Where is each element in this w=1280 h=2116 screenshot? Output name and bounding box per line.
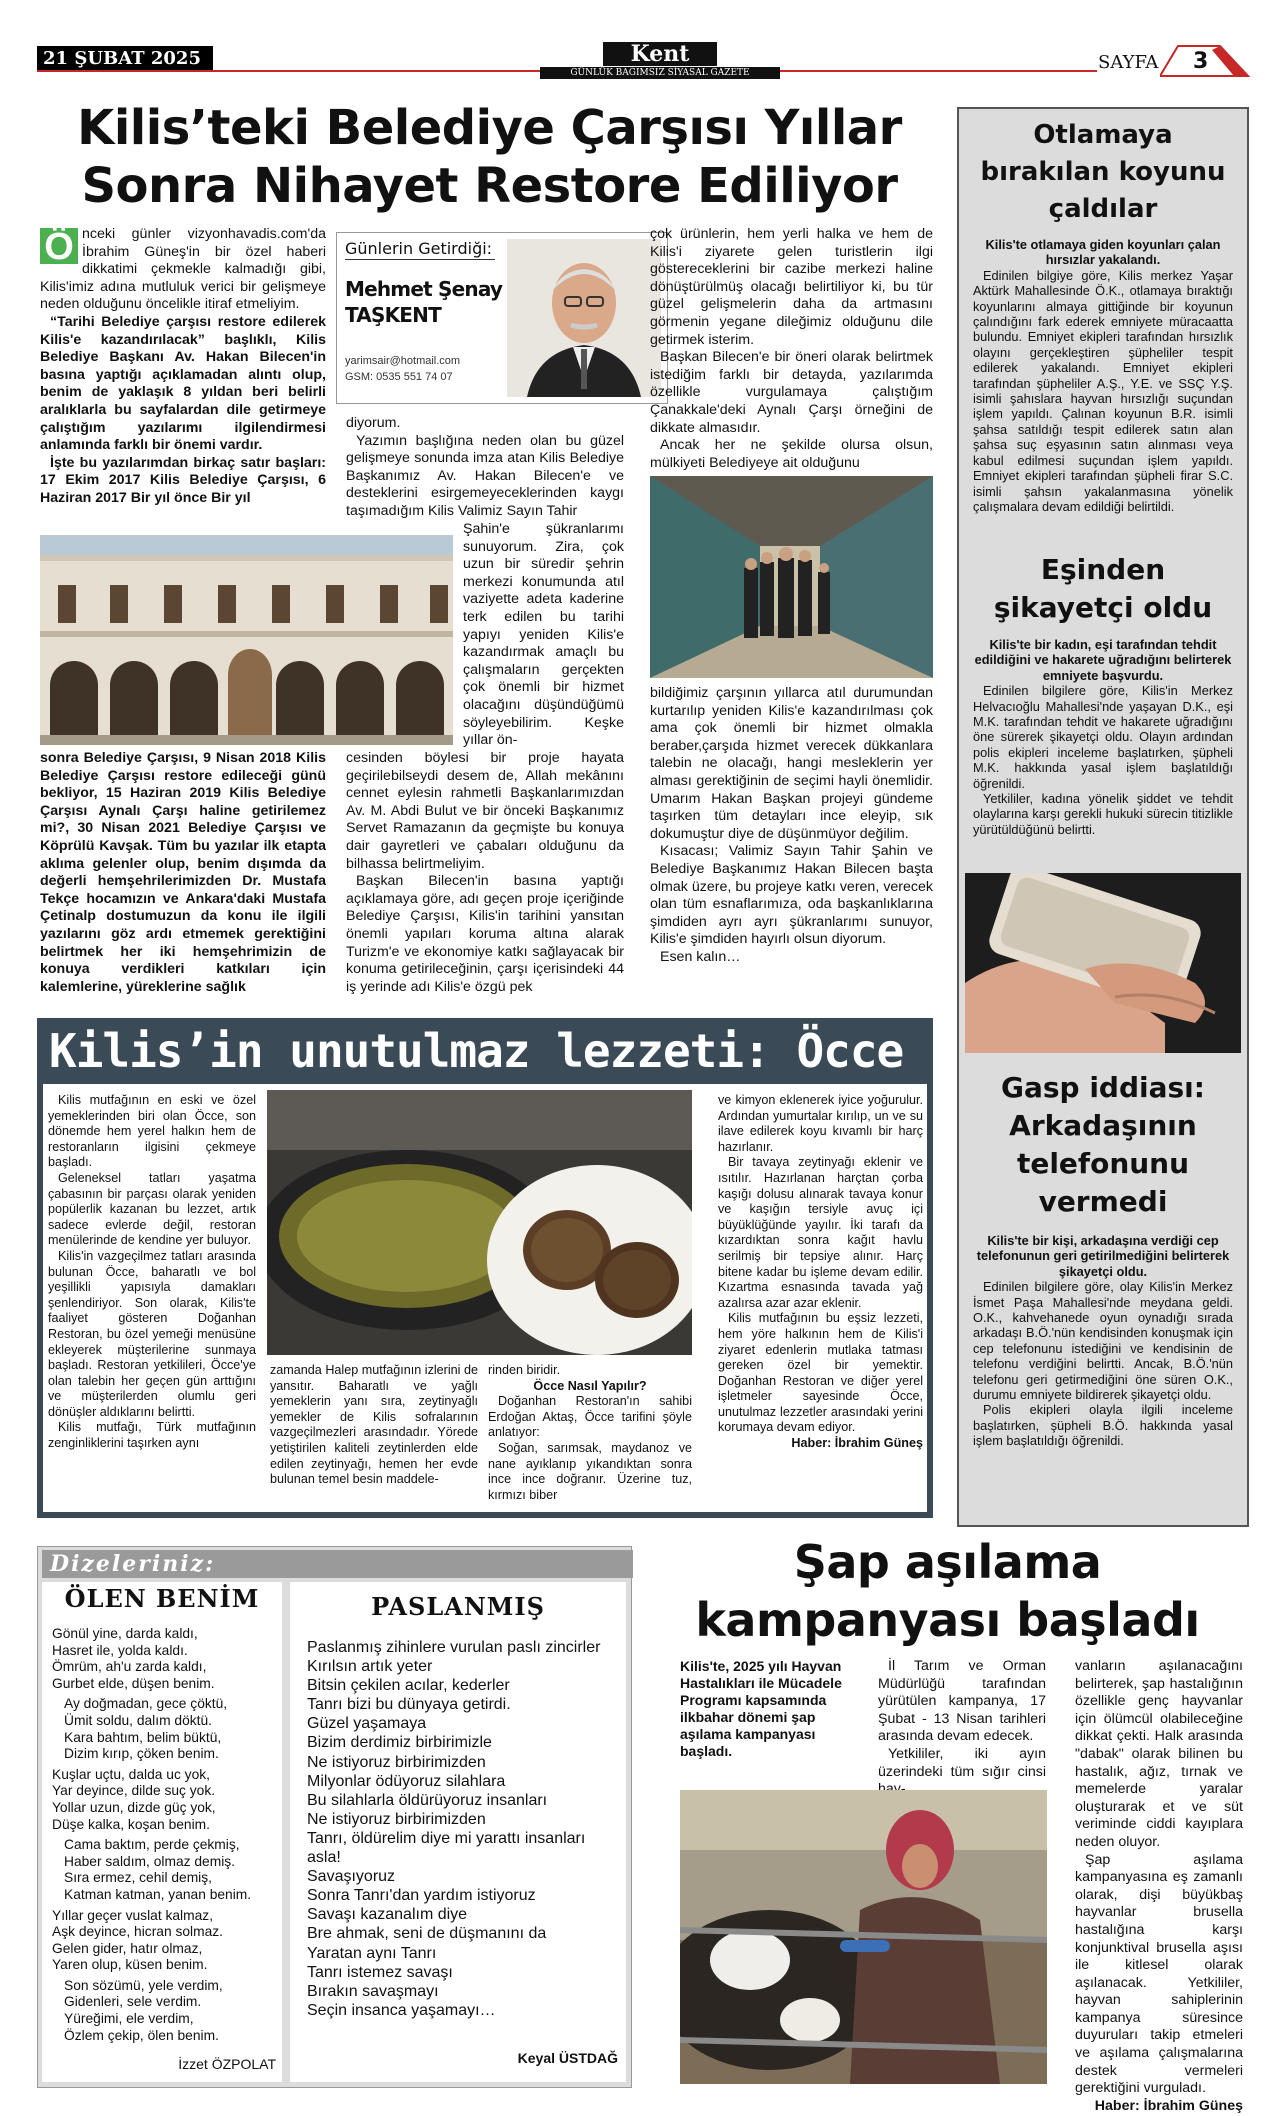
occe-c1-p4: Kilis mutfağı, Türk mutfağının zenginliklerini taşırken aynı xyxy=(48,1420,256,1451)
sidebar-story2-body xyxy=(973,637,1233,837)
poem2-line: Güzel yaşamaya xyxy=(307,1715,427,1733)
poem1-line: Yıllar geçer vuslat kalmaz, xyxy=(52,1907,214,1923)
article-col2-narrow xyxy=(463,521,624,750)
poem1-line: Aşk deyince, hicran solmaz. xyxy=(52,1924,223,1940)
poem1-stanza xyxy=(52,1626,282,1692)
article-col1-bottom xyxy=(40,750,326,996)
poem1-line: Özlem çekip, ölen benim. xyxy=(64,2027,219,2043)
poem2-body xyxy=(307,1638,625,2020)
poem1-line: Ömrüm, ah'u zarda kaldı, xyxy=(52,1659,207,1675)
poem1-line: Yar deyince, dilde suç yok. xyxy=(52,1783,216,1799)
occe-c2-p1: zamanda Halep mutfağının izlerini de yansıtır. Baharatlı ve yağlı yemeklerin yanı sıra, zeytinyağlı yemekler de Kilis sofralarının vazgeçilmezleri arasındadır. Yörede yetiştirilen kaliteli zeytinlerden elde edilen zeytinyağı, hemen her evde bulunan temel besin maddele- xyxy=(270,1363,478,1487)
poem2-line: Seçin insanca yaşamayı… xyxy=(307,2001,496,2019)
occe-col4 xyxy=(718,1093,923,1452)
poem1-author: İzzet ÖZPOLAT xyxy=(178,2056,276,2072)
poem2-line: asla! xyxy=(307,1849,341,1867)
sidebar-story2-lead: Kilis'te bir kadın, eşi tarafından tehdit edildiğini ve hakarete uğradığını belirterek emniyete başvurdu. xyxy=(974,637,1232,683)
poem2-title: PASLANMIŞ xyxy=(371,1592,545,1621)
poem1-line: Gidenleri, sele verdim. xyxy=(64,1994,202,2010)
phone-hand-photo xyxy=(965,873,1241,1053)
poem2-line: Sonra Tanrı'dan yardım istiyoruz xyxy=(307,1887,536,1905)
article-col2-bottom xyxy=(346,750,624,996)
header-page-label: SAYFA xyxy=(1098,52,1159,73)
column-author-name1: Mehmet Şenay xyxy=(345,277,503,301)
poem1-line: Gurbet elde, düşen benim. xyxy=(52,1675,215,1691)
sap-byline: Haber: İbrahim Güneş xyxy=(1094,2097,1243,2114)
header-logo: Kent xyxy=(603,42,717,66)
poem2-line: Milyonlar ödüyoruz silahlara xyxy=(307,1772,506,1790)
column-author-email: yarimsair@hotmail.com xyxy=(345,355,461,367)
poem1-body xyxy=(52,1626,282,2048)
poem1-title: ÖLEN BENİM xyxy=(64,1584,260,1613)
poem2-line: Yaratan aynı Tanrı xyxy=(307,1944,437,1962)
poem1-stanza xyxy=(52,1908,282,1974)
header-page-number: 3 xyxy=(1193,49,1209,74)
col1-p1: nceki günler vizyonhavadis.com'da İbrahim Güneş'in bir özel haberi dikkatimi çekmekle kalmadığı gibi, Kilis'imiz adına mutluluk verici bir gelişmeye neden olduğunu öncelikle itiraf etmeliyim. xyxy=(40,226,326,313)
col3-p6: Esen kalın… xyxy=(660,948,741,965)
poem1-stanza xyxy=(52,1696,282,1762)
occe-c3-subhead: Öcce Nasıl Yapılır? xyxy=(533,1378,647,1393)
article-col2-top xyxy=(346,415,624,521)
poem1-line: Kuşlar uçtu, dalda uc yok, xyxy=(52,1766,210,1782)
poem1-line: Kara bahtım, belim büktü, xyxy=(64,1729,222,1745)
sidebar-story2-title: Eşinden şikayetçi oldu xyxy=(993,553,1213,624)
sidebar-story1-body xyxy=(973,237,1233,514)
col3-p4: bildiğimiz çarşının yıllarca atıl durumundan kurtarılıp yeniden Kilis'e kazandırılması çok ama çok önemli bir hizmet olmakla beraber,çarşıda hizmet verecek dükkanlara talebin ne olacağı, hangi mesleklerin yer alması gerektiğinin de seçimi hayli önemlidir. Umarım Hakan Başkan projeyi gündeme taşırken tüm detayları ince eleyip, sık dokumuştur diye de düşünmüyor değilim. xyxy=(650,685,933,842)
sidebar-story3-title: Gasp iddiası: Arkadaşının telefonunu vermedi xyxy=(1001,1071,1205,1218)
poem2-line: Savaşıyoruz xyxy=(307,1868,396,1886)
occe-c4-p1: ve kimyon eklenerek iyice yoğurulur. Ardından yumurtalar kırılıp, un ve su ilave edilerek koyu kıvamlı bir harç hazırlanır. xyxy=(718,1093,923,1154)
sap-c3-p1: vanların aşılanacağını belirterek, şap hastalığının özellikle genç hayvanlar için ölümcül olabileceğine dikkat çekti. Halk arasında "dabak" olarak bilinen bu hastalık, ağız, tırnak ve memelerde yaralar oluşturarak et ve süt veriminde ciddi kayıplara neden oluyor. xyxy=(1075,1658,1243,1850)
article-col3-top xyxy=(650,226,933,472)
building-photo xyxy=(40,535,453,745)
column-label: Günlerin Getirdiği: xyxy=(345,239,493,258)
poem2-line: Bu silahlarla öldürüyoruz insanları xyxy=(307,1791,548,1809)
poem2-line: Tanrı bizi bu dünyaya getirdi. xyxy=(307,1696,511,1714)
poem1-line: Hasret ile, yolda kaldı. xyxy=(52,1642,188,1658)
occe-c4-p2: Bir tavaya zeytinyağı eklenir ve ısıtılır. Hazırlanan harçtan çorba kaşığı dolusu alınarak tavaya konur ve kaşığın tersiyle avuç içi büyüklüğünde yayılır. İki tarafı da kızardıktan sonra kağıt havlu serilmiş bir tepsiye alınır. Harç bitene kadar bu işleme devam edilir. Kızartma esnasında tavada yağ azalırsa azar azar eklenir. xyxy=(718,1155,923,1310)
poem1-stanza xyxy=(52,1978,282,2044)
poem2-line: Kırılsın artık yeter xyxy=(307,1658,433,1676)
occe-c1-p3: Kilis'in vazgeçilmez tatları arasında bulunan Öcce, baharatlı ve bol yeşillikli yapısıyla damakları şenlendiriyor. Son olarak, Kilis'te faaliyet gösteren Doğanhan Restoran, bu özel yemeği menüsüne ekleyerek müşterilerine sunmaya başladı. Restoran yetkilileri, Öcce'ye olan talebin her geçen gün arttığını ve müşterilerden olumlu geri dönüşler aldıklarını belirtti. xyxy=(48,1248,256,1419)
poem1-line: Sıra ermez, cehil demiş, xyxy=(64,1870,212,1886)
sidebar-story1-p1: Edinilen bilgiye göre, Kilis merkez Yaşar Aktürk Mahallesinde Ö.K., otlamaya bıraktığı koyunlarını almaya gittiğinde bir koyunun çalındığını fark ederek emniyete müracaatta bulundu. Emniyet ekipleri tarafından hırsızlık olayını gerçekleştiren şüpheliler tespit edilerek yakalandı. Emniyet ekipleri tarafından şüpheliler A.Ş., Y.E. ve SSÇ Y.Ş. isimli şahıslara hayvan hırsızlığı suçundan işlem yapıldı. Çalınan koyunun B.R. isimli şahsa satıldığı tespit edilerek satın alan şahsa suç eşyasının satın alınması veya kabul edilmesi suçundan işlem yapıldı. Emniyet ekipleri tarafından şüpheli firar S.C. isimli şahsın yakalanmasına yönelik çalışmalara devam edildiği belirtildi. xyxy=(973,267,1233,514)
occe-c3-p1: rinden biridir. xyxy=(488,1363,561,1377)
poem1-line: Son sözümü, yele verdim, xyxy=(64,1977,223,1993)
header-logo-sub: GÜNLÜK BAĞIMSIZ SİYASAL GAZETE xyxy=(540,67,780,79)
poem1-stanza xyxy=(52,1837,282,1903)
sap-c2-p1: İl Tarım ve Orman Müdürlüğü tarafından yürütülen kampanya, 17 Şubat - 13 Nisan tarihleri arasında devam edecek. xyxy=(878,1658,1046,1745)
sidebar-story2-p2: Yetkililer, kadına yönelik şiddet ve tehdit olaylarına karşı gerekli hukuki sürecin titizlikle yürütüldüğünü belirtti. xyxy=(973,791,1233,837)
poem1-line: Gönül yine, darda kaldı, xyxy=(52,1626,198,1641)
occe-col3 xyxy=(488,1363,692,1503)
sidebar-story3-lead: Kilis'te bir kişi, arkadaşına verdiği cep telefonunun geri getirilmediğini belirterek şikayetçi oldu. xyxy=(976,1233,1230,1279)
poem1-line: Yaren olup, küsen benim. xyxy=(52,1957,208,1973)
main-headline-line2: Sonra Nihayet Restore Ediliyor xyxy=(81,158,898,214)
poem2-line: Ne istiyoruz birbirimizden xyxy=(307,1753,486,1771)
col1-p2: “Tarihi Belediye çarşısı restore edilerek Kilis'e kazandırılacak” başlıklı, Kilis Belediye Başkanı Av. Hakan Bilecen'in basına yaptığı açıklamadan alıntı olup, benim de yaklaşık 8 yıldan beri belirli aralıklarla bu sayfalardan dile getirmeye çalıştığım yazılarımı ilgilendirmesi anlamında farklı bir önemi vardır. xyxy=(40,313,326,454)
occe-c4-p3: Kilis mutfağının bu eşsiz lezzeti, hem yöre halkının hem de Kilis'i ziyaret edenlerin mutlaka tatması gereken özel bir yemektir. Doğanhan Restoran ve diğer yerel işletmeler sayesinde Öcce, unutulmaz lezzetler arasındaki yerini korumaya devam ediyor. xyxy=(718,1311,923,1435)
column-author-box xyxy=(336,232,668,404)
poems-section-title: Dizeleriniz: xyxy=(42,1550,633,1578)
poem1-stanza xyxy=(52,1767,282,1833)
poem2-line: Bre ahmak, seni de düşmanını da xyxy=(307,1925,547,1943)
sap-headline-line2: kampanyası başladı xyxy=(695,1593,1200,1647)
col2-p0: diyorum. xyxy=(346,415,401,431)
poem1-line: Cama baktım, perde çekmiş, xyxy=(64,1837,240,1853)
poem2-line: Bitsin çekilen acılar, kederler xyxy=(307,1677,510,1695)
poem2-line: Tanrı istemez savaşı xyxy=(307,1963,453,1981)
article-col3-bottom xyxy=(650,685,933,967)
poem2-line: Bizim derdimiz birbirimizle xyxy=(307,1734,492,1752)
occe-byline: Haber: İbrahim Güneş xyxy=(791,1436,923,1451)
poem1-line: Gelen gider, hatır olmaz, xyxy=(52,1940,203,1956)
dropcap: Ö xyxy=(40,228,78,264)
occe-title: Kilis’in unutulmaz lezzeti: Öcce xyxy=(49,1024,904,1078)
col2-narrow-text: Şahin'e şükranlarımı sunuyorum. Zira, çok uzun bir süredir şehrin merkezi konumunda atıl vaziyette adeta kaderine terk edilen bu tarihi yapıyı yeniden Kilis'e kazandırmak amaçlı bu çalışmaların gerçekten çok önemli bir hizmet olacağını düşündüğümü söyleyebilirim. Keşke yıllar ön- xyxy=(463,521,624,749)
sidebar-story1-lead: Kilis'te otlamaya giden koyunları çalan hırsızlar yakalandı. xyxy=(985,237,1221,268)
poem1-line: Dizim kırıp, çöken benim. xyxy=(64,1746,219,1762)
col2-p3: Başkan Bilecen'in basına yaptığı açıklamaya göre, adı geçen proje içeriğinde Belediye Çarşısı, Kilis'in tarihini yansıtan önemli yapıları koruma altına alarak Turizm'e ve ekonomiye katkı sağlayacak bir konuma getirileceğinin, çarşı içerisindeki 44 iş yerinde adı Kilis'e özgü pek xyxy=(346,873,624,995)
col1-p3: İşte bu yazılarımdan birkaç satır başları: 17 Ekim 2017 Kilis Belediye Çarşısı, 6 Haziran 2017 Bir yıl önce Bir yıl xyxy=(40,454,326,506)
poem2-author: Keyal ÜSTDAĞ xyxy=(517,2050,618,2066)
sidebar-story3-p1: Edinilen bilgilere göre, olay Kilis'in Merkez İsmet Paşa Mahallesi'nde meydana geldi. O.K., kahvehanede oyun oynadığı sırada arkadaşı B.Ö.'nün kendisinden konuşmak için cep telefonunu istediğini ve kendisinin de telefonu verdiğini belirtti. Ancak, B.Ö.'nün telefonu geri getirmediğini öne süren O.K., durumu emniyete bildirerek şikayetçi oldu. xyxy=(973,1279,1233,1403)
col2-p2: cesinden böylesi bir proje hayata geçirilebilseydi desem de, Allah mekânını cennet eylesin rahmetli Başkanlarımızdan Av. M. Abdi Bulut ve bir önceki Başkanımız Servet Ramazanın da geçmişte bu konuya dair gayretleri ve çabaları olduğunu da bilhassa belirtmeliyim. xyxy=(346,750,624,872)
column-author-phone: GSM: 0535 551 74 07 xyxy=(345,371,453,383)
col1-p4: sonra Belediye Çarşısı, 9 Nisan 2018 Kilis Belediye Çarşısı restore edileceği günü bekliyor, 15 Haziran 2019 Kilis Belediye Çarşısı Aynalı Çarşı haline getirilemez mi?, 30 Nisan 2021 Belediye Çarşısı ve Köprülü Kavşak. Tüm bu yazılar ilk etapta aklıma gelenler olup, benim dışımda da değerli hemşehrilerimizden Dr. Mustafa Tekçe hocamızın ve Ankara'daki Mustafa Çetinalp dostumuzun da konu ile ilgili yazılarını göz ardı etmemek gerektiğini belirtmek her iki hemşehrimizin de konuya verdikleri katkıları için kalemlerine, yüreklerine sağlık xyxy=(40,750,326,995)
poem1-line: Ay doğmadan, gece çöktü, xyxy=(64,1696,228,1712)
poem2-line: Tanrı, öldürelim diye mi yarattı insanları xyxy=(307,1829,586,1847)
poem1-line: Katman katman, yanan benim. xyxy=(64,1886,252,1902)
occe-c1-p1: Kilis mutfağının en eski ve özel yemeklerinden biri olan Öcce, son dönemde hem yerel halkın hem de restoranların ilgisini çekmeye başladı. xyxy=(48,1093,256,1170)
poem1-line: Yollar uzun, dizde güç yok, xyxy=(52,1799,216,1815)
sidebar-story1-title: Otlamaya bırakılan koyunu çaldılar xyxy=(980,120,1226,224)
occe-c1-p2: Geleneksel tatları yaşatma çabasının bir parçası olarak yeniden popülerlik kazanan bu lezzet, artık sadece evlerde değil, restoran menülerinde de kendine yer buluyor. xyxy=(48,1170,256,1248)
sidebar-story2-p1: Edinilen bilgilere göre, Kilis'in Merkez Helvacıoğlu Mahallesi'nde yaşayan D.K., eşi M.K. tarafından tehdit ve hakarete uğradığını öne sürerek şikayetçi oldu. Olayın ardından polis ekipleri inceleme başlatırken, şüpheli M.K. hakkında yasal işlem başlatıldığı öğrenildi. xyxy=(973,683,1233,791)
poem2-line: Ne istiyoruz birbirimizden xyxy=(307,1810,486,1828)
col3-p1: çok ürünlerin, hem yerli halka ve hem de Kilis'i ziyarete gelen turistlerin ilgi göstereceklerini bir cazibe merkezi haline dönüştürülmüş olacağı belirtiliyor ki, bu tür güzel gelişmelerin daha da artmasını görmenin yegane dileğimiz olduğunu dile getirmek isterim. xyxy=(650,226,933,348)
poem1-line: Haber saldım, olmaz demiş. xyxy=(64,1853,235,1869)
occe-c3-p2: Doğanhan Restoran'ın sahibi Erdoğan Aktaş, Öcce tarifini şöyle anlatıyor: xyxy=(488,1394,692,1440)
col3-p2: Başkan Bilecen'e bir öneri olarak belirtmek istediğim farklı bir detayda, yazılarımda özellikle vurgulamaya çalıştığım Çanakkale'deki Aynalı Çarşı örneğini de dikkate almasıdır. xyxy=(650,349,933,436)
news-sidebar xyxy=(957,107,1249,1527)
sap-col2 xyxy=(878,1658,1046,1799)
sap-col3 xyxy=(1075,1658,1243,2115)
header-date: 21 ŞUBAT 2025 xyxy=(37,46,213,72)
col3-p3: Ancak her ne şekilde olursa olsun, mülkiyeti Belediyeye ait olduğunu xyxy=(650,437,933,471)
sidebar-story3-body xyxy=(973,1233,1233,1449)
occe-c3-p3: Soğan, sarımsak, maydanoz ve nane ayıklanıp yıkandıktan sonra ince ince doğranır. Üzerine tuz, kırmızı biber xyxy=(488,1440,692,1502)
sap-c3-p2: Şap aşılama kampanyasına eş zamanlı olarak, dişi büyükbaş hayvanlar brusella hastalığına karşı konjunktival brusella aşısı ile kitlesel olarak aşılanacak. Yetkililer, hayvan sahiplerinin kampanya süresince duyuruları takip etmeleri ve aşılama çalışmalarına destek vermeleri gerektiğini vurguladı. xyxy=(1075,1851,1243,2097)
main-headline-line1: Kilis’teki Belediye Çarşısı Yıllar xyxy=(77,100,902,156)
occe-col2 xyxy=(270,1363,478,1488)
sidebar-story3-p2: Polis ekipleri olayla ilgili inceleme başlatırken, şüpheli B.Ö. hakkında yasal işlem başlatıldığı öğrenildi. xyxy=(973,1402,1233,1449)
poem1-line: Düşe kalka, koşan benim. xyxy=(52,1816,210,1832)
author-photo xyxy=(507,239,661,397)
column-author-name2: TAŞKENT xyxy=(345,303,441,327)
sap-c2-p2: Yetkililer, iki ayın üzerindeki tüm sığır cinsi xyxy=(878,1745,1046,1780)
col2-p1: Yazımın başlığına neden olan bu güzel gelişmeye sonunda imza atan Kilis Belediye Başkanımız Av. Hakan Bilecen'e ve desteklerini esirgemeyeceklerinden kaygı taşımadığım Kilis Valimiz Sayın Tahir xyxy=(346,432,624,519)
poem2-line: Bırakın savaşmayı xyxy=(307,1982,439,2000)
article-col1-top xyxy=(40,226,326,508)
col3-p5: Kısacası; Valimiz Sayın Tahir Şahin ve Belediye Başkanımız Hakan Bilecen başta olmak üzere, bu projeye katkı veren, verecek olan tüm esnaflarımıza, oda başkanlıklarına şimdiden ayrı ayrı şükranlarımı sunuyor, Kilis'e şimdiden hayırlı olsun diyorum. xyxy=(650,843,933,948)
cattle-vaccination-photo xyxy=(680,1790,1047,2084)
poem2-line: Paslanmış zihinlere vurulan paslı zincirler xyxy=(307,1639,601,1656)
poem1-line: Yüreğimi, ele verdim, xyxy=(64,2011,194,2027)
occe-col1 xyxy=(48,1093,256,1452)
sap-lead: Kilis'te, 2025 yılı Hayvan Hastalıkları ile Mücadele Programı kapsamında ilkbahar dönemi şap aşılama kampanyası başladı. xyxy=(680,1658,842,1759)
occe-food-photo xyxy=(267,1090,692,1355)
bazaar-photo xyxy=(650,476,933,678)
poem1-line: Ümit soldu, dalım döktü. xyxy=(64,1712,212,1728)
sap-headline-line1: Şap aşılama xyxy=(793,1535,1102,1589)
poem2-line: Savaşı kazanalım diye xyxy=(307,1906,468,1924)
